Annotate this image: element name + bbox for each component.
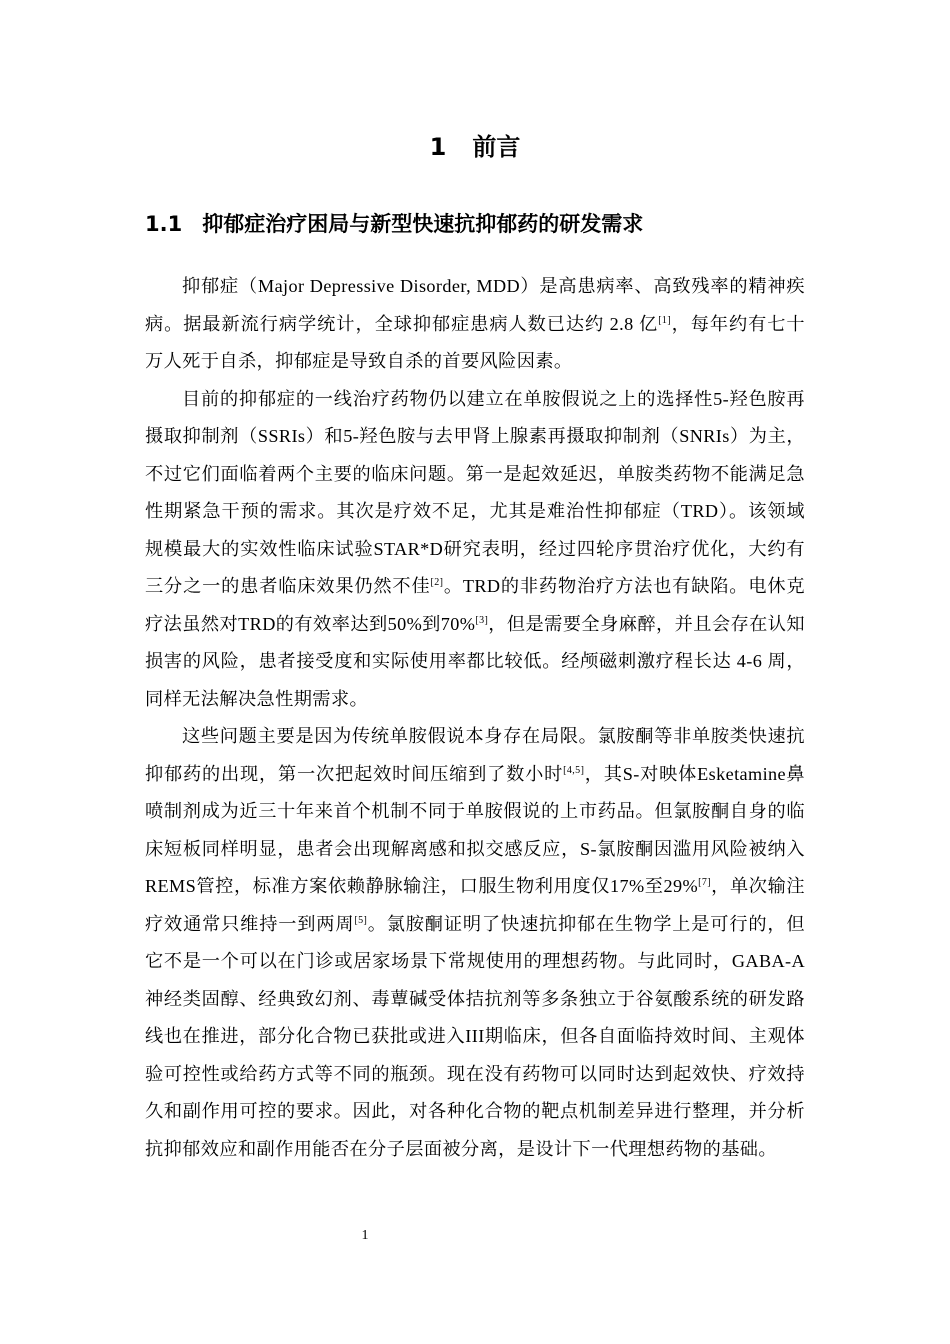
body-paragraph: 这些问题主要是因为传统单胺假说本身存在局限。氯胺酮等非单胺类快速抗抑郁药的出现，第一次把起效时间压缩到了数小时[4,5]，其S-对映体Esketamine鼻喷制剂成为近三十年来首个机制不同于单胺假说的上市药品。但氯胺酮自身的临床短板同样明显，患者会出现解离感和拟交感反应，S-氯胺酮因滥用风险被纳入REMS管控，标准方案依赖静脉输注，口服生物利用度仅17%至29%[7]，单次输注疗效通常只维持一到两周[5]。氯胺酮证明了快速抗抑郁在生物学上是可行的，但它不是一个可以在门诊或居家场景下常规使用的理想药物。与此同时，GABA-A神经类固醇、经典致幻剂、毒蕈碱受体拮抗剂等多条独立于谷氨酸系统的研发路线也在推进，部分化合物已获批或进入III期临床，但各自面临持效时间、主观体验可控性或给药方式等不同的瓶颈。现在没有药物可以同时达到起效快、疗效持久和副作用可控的要求。因此，对各种化合物的靶点机制差异进行整理，并分析抗抑郁效应和副作用能否在分子层面被分离，是设计下一代理想药物的基础。 xyxy=(145,726,806,1159)
section-number: 1.1 xyxy=(145,212,183,236)
chapter-number: 1 xyxy=(429,133,447,161)
citation-ref: [1] xyxy=(658,314,672,326)
citation-ref: [4,5] xyxy=(563,764,585,776)
citation-ref: [3] xyxy=(475,614,489,626)
citation-ref: [2] xyxy=(430,577,444,588)
body-paragraph: 抑郁症（Major Depressive Disorder, MDD）是高患病率、高致残率的精神疾病。据最新流行病学统计，全球抑郁症患病人数已达约 2.8 亿[1]，每年约有七十万人死于自杀，抑郁症是导致自杀的首要风险因素。 xyxy=(145,276,805,371)
chapter-title-text: 前言 xyxy=(472,133,521,161)
section-title xyxy=(145,208,643,240)
citation-ref: [7] xyxy=(698,877,711,888)
body-paragraph: 目前的抑郁症的一线治疗药物仍以建立在单胺假说之上的选择性5-羟色胺再摄取抑制剂（SSRIs）和5-羟色胺与去甲肾上腺素再摄取抑制剂（SNRIs）为主，不过它们面临着两个主要的临床问题。第一是起效延迟，单胺类药物不能满足急性期紧急干预的需求。其次是疗效不足，尤其是难治性抑郁症（TRD）。该领域规模最大的实效性临床试验STAR*D研究表明，经过四轮序贯治疗优化，大约有三分之一的患者临床效果仍然不佳[2]。TRD的非药物治疗方法也有缺陷。电休克疗法虽然对TRD的有效率达到50%到70%[3]，但是需要全身麻醉，并且会存在认知损害的风险，患者接受度和实际使用率都比较低。经颅磁刺激疗程长达 4-6 周，同样无法解决急性期需求。 xyxy=(145,388,805,709)
chapter-title xyxy=(0,130,950,164)
citation-ref: [5] xyxy=(354,914,368,926)
section-title-text: 抑郁症治疗困局与新型快速抗抑郁药的研发需求 xyxy=(202,212,644,236)
page-number: 1 xyxy=(361,1228,369,1243)
body-text xyxy=(145,268,805,1168)
